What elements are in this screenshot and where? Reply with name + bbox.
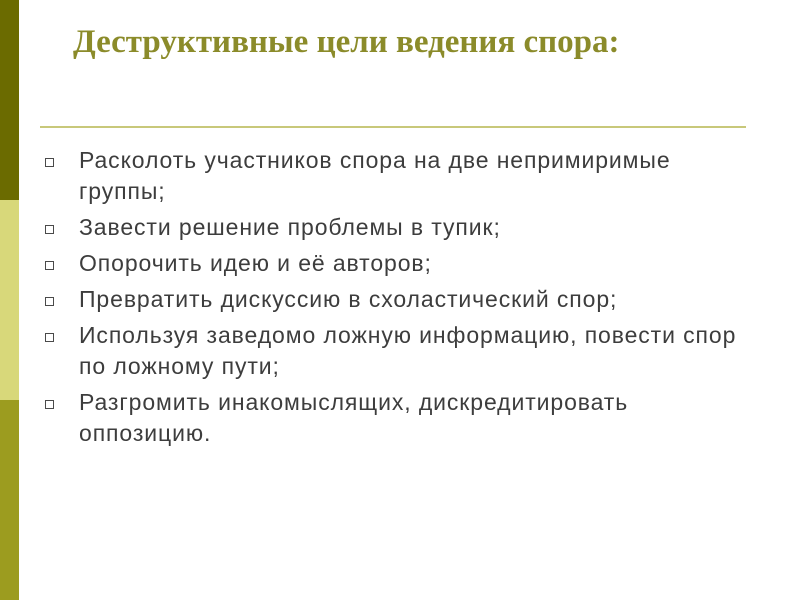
bullet-item <box>42 284 762 315</box>
bullet-text: Завести решение проблемы в тупик; <box>79 214 501 240</box>
bullet-text: Расколоть участников спора на две непримиримые группы; <box>79 147 671 204</box>
title-divider <box>40 126 746 128</box>
bullet-item <box>42 320 762 382</box>
square-bullet-icon <box>45 225 54 234</box>
sidebar-segment-medium <box>0 400 19 600</box>
sidebar-segment-light <box>0 200 19 400</box>
bullet-item <box>42 212 762 243</box>
bullet-item <box>42 387 762 449</box>
bullet-text: Используя заведомо ложную информацию, повести спор по ложному пути; <box>79 322 737 379</box>
bullet-text: Разгромить инакомыслящих, дискредитировать оппозицию. <box>79 389 629 446</box>
bullet-list <box>42 145 762 454</box>
bullet-item <box>42 248 762 279</box>
sidebar-segment-dark <box>0 0 19 200</box>
sidebar-decoration <box>0 0 19 600</box>
bullet-text: Опорочить идею и её авторов; <box>79 250 432 276</box>
slide-title: Деструктивные цели ведения спора: <box>73 24 620 60</box>
bullet-item <box>42 145 762 207</box>
square-bullet-icon <box>45 261 54 270</box>
square-bullet-icon <box>45 333 54 342</box>
square-bullet-icon <box>45 400 54 409</box>
bullet-text: Превратить дискуссию в схоластический спор; <box>79 286 618 312</box>
square-bullet-icon <box>45 297 54 306</box>
square-bullet-icon <box>45 158 54 167</box>
